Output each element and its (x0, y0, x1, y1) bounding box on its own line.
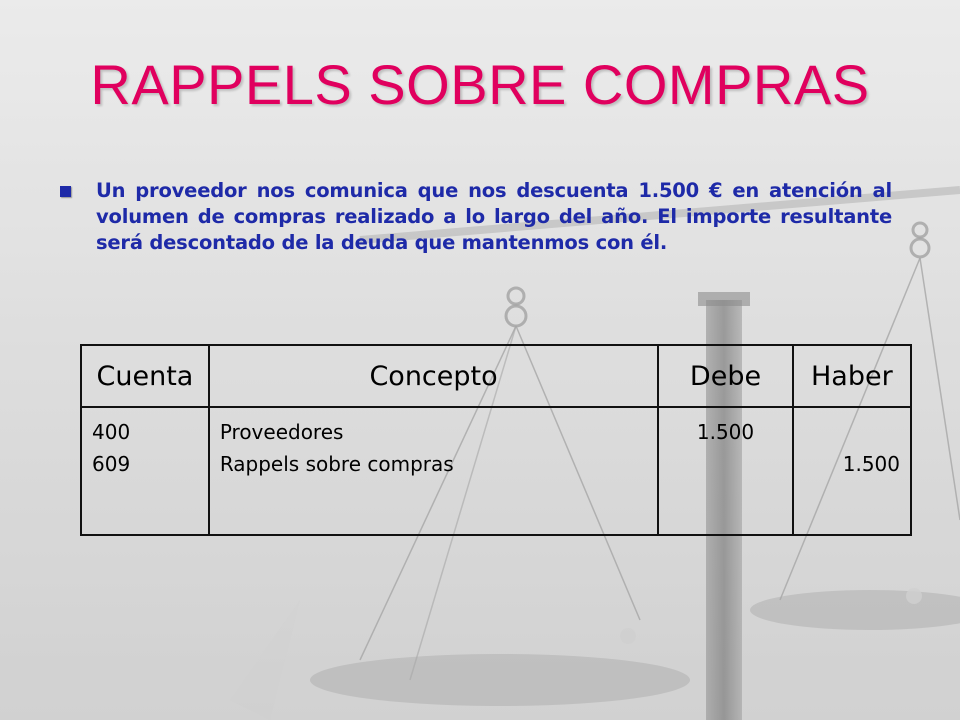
debit-amount: 1.500 (696, 420, 755, 444)
header-debe: Debe (658, 345, 792, 407)
header-concepto: Concepto (209, 345, 658, 407)
bullet-item (60, 178, 892, 256)
table-header-row (81, 345, 911, 407)
journal-entry-table (80, 344, 912, 536)
header-cuenta: Cuenta (81, 345, 209, 407)
slide-title: RAPPELS SOBRE COMPRAS (90, 53, 870, 116)
cell-haber (793, 407, 911, 535)
account-name: Rappels sobre compras (219, 452, 454, 476)
cell-concepto (209, 407, 658, 535)
account-code: 400 (92, 420, 131, 444)
bullet-text: Un proveedor nos comunica que nos descuenta 1.500 € en atención al volumen de compras realizado a lo largo del año. El importe resultante será descontado de la deuda que mantenmos con él. (96, 179, 892, 254)
cell-cuenta (81, 407, 209, 535)
account-code: 609 (92, 452, 131, 476)
table-row (81, 407, 911, 535)
cell-debe (658, 407, 792, 535)
credit-amount: 1.500 (842, 452, 900, 476)
account-name: Proveedores (219, 420, 344, 444)
header-haber: Haber (793, 345, 911, 407)
bullet-square-icon (60, 186, 71, 197)
